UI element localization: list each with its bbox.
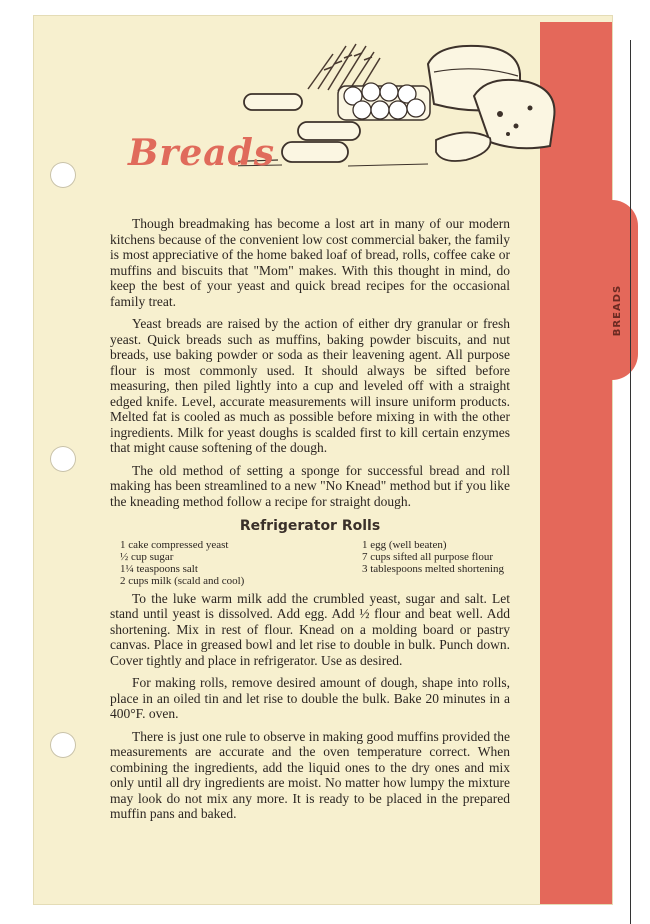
ingredient-item: ½ cup sugar <box>120 550 174 563</box>
binder-hole-bottom <box>50 732 76 758</box>
ingredient-item: 7 cups sifted all purpose flour <box>361 550 493 563</box>
recipe-body <box>110 216 510 829</box>
ingredient-list <box>110 539 510 587</box>
recipe-step: To the luke warm milk add the crumbled yeast, sugar and salt. Let stand until yeast is dissolved. Add egg. Add ½ flour and beat well. Add shortening. Mix in rest of flour. Knead on a molding board or pastry canvas. Place in greased bowl and let rise to double in bulk. Punch down. Cover tightly and place in refrigerator. Use as desired. <box>110 590 510 668</box>
binder-hole-top <box>50 162 76 188</box>
yeast-paragraph: Yeast breads are raised by the action of either dry granular or fresh yeast. Quick breads such as muffins, baking powder biscuits, and nut breads, use baking powder or soda as their leavening agent. All purpose flour is most commonly used. It should always be sifted before measuring, then piled lightly into a cup and leveled off with a straight edged knife. Level, accurate measurements will insure uniform products. Melted fat is cooled as much as possible before mixing in with the other ingredients. Milk for yeast doughs is scalded first to kill certain enzymes that might cause softening of the dough. <box>110 316 510 455</box>
ingredient-item: 2 cups milk (scald and cool) <box>120 574 245 587</box>
page-edge-line <box>630 40 631 924</box>
bread-illustration <box>238 34 578 174</box>
muffin-paragraph: There is just one rule to observe in making good muffins provided the measurements are accurate and the oven temperature correct. When combining the ingredients, add the liquid ones to the dry ones and mix only until all dry ingredients are moist. No matter how lumpy the mixture may look do not mix any more. It is ready to be placed in the prepared muffin pans and baked. <box>110 728 510 821</box>
ingredient-column-left <box>110 539 244 587</box>
ingredient-item: 3 tablespoons melted shortening <box>361 562 504 575</box>
ingredient-item: 1¼ teaspoons salt <box>120 562 198 575</box>
method-paragraph: The old method of setting a sponge for successful bread and roll making has been streamlined to a new "No Knead" method but if you like the kneading method follow a recipe for straight dough. <box>110 462 510 509</box>
page-title: Breads <box>128 132 276 174</box>
ingredient-item: 1 egg (well beaten) <box>361 538 447 551</box>
ingredient-column-right <box>362 539 510 587</box>
recipe-step: For making rolls, remove desired amount of dough, shape into rolls, place in an oiled tin and let rise to double the bulk. Bake 20 minutes in a 400°F. oven. <box>110 675 510 721</box>
bread-loaf-illustration <box>428 46 554 161</box>
section-tab-label: BREADS <box>612 284 624 336</box>
recipe-title: Refrigerator Rolls <box>239 518 381 534</box>
muffins-illustration <box>338 83 430 120</box>
intro-paragraph: Though breadmaking has become a lost art in many of our modern kitchens because of the convenient low cost commercial baker, the family is most appreciative of the home baked loaf of bread, rolls, coffee cake or muffins and biscuits that "Mom" makes. With this thought in mind, do keep the best of your yeast and quick bread recipes for the occasional family treat. <box>110 216 510 309</box>
ingredient-item: 1 cake compressed yeast <box>120 538 229 551</box>
binder-hole-middle <box>50 446 76 472</box>
